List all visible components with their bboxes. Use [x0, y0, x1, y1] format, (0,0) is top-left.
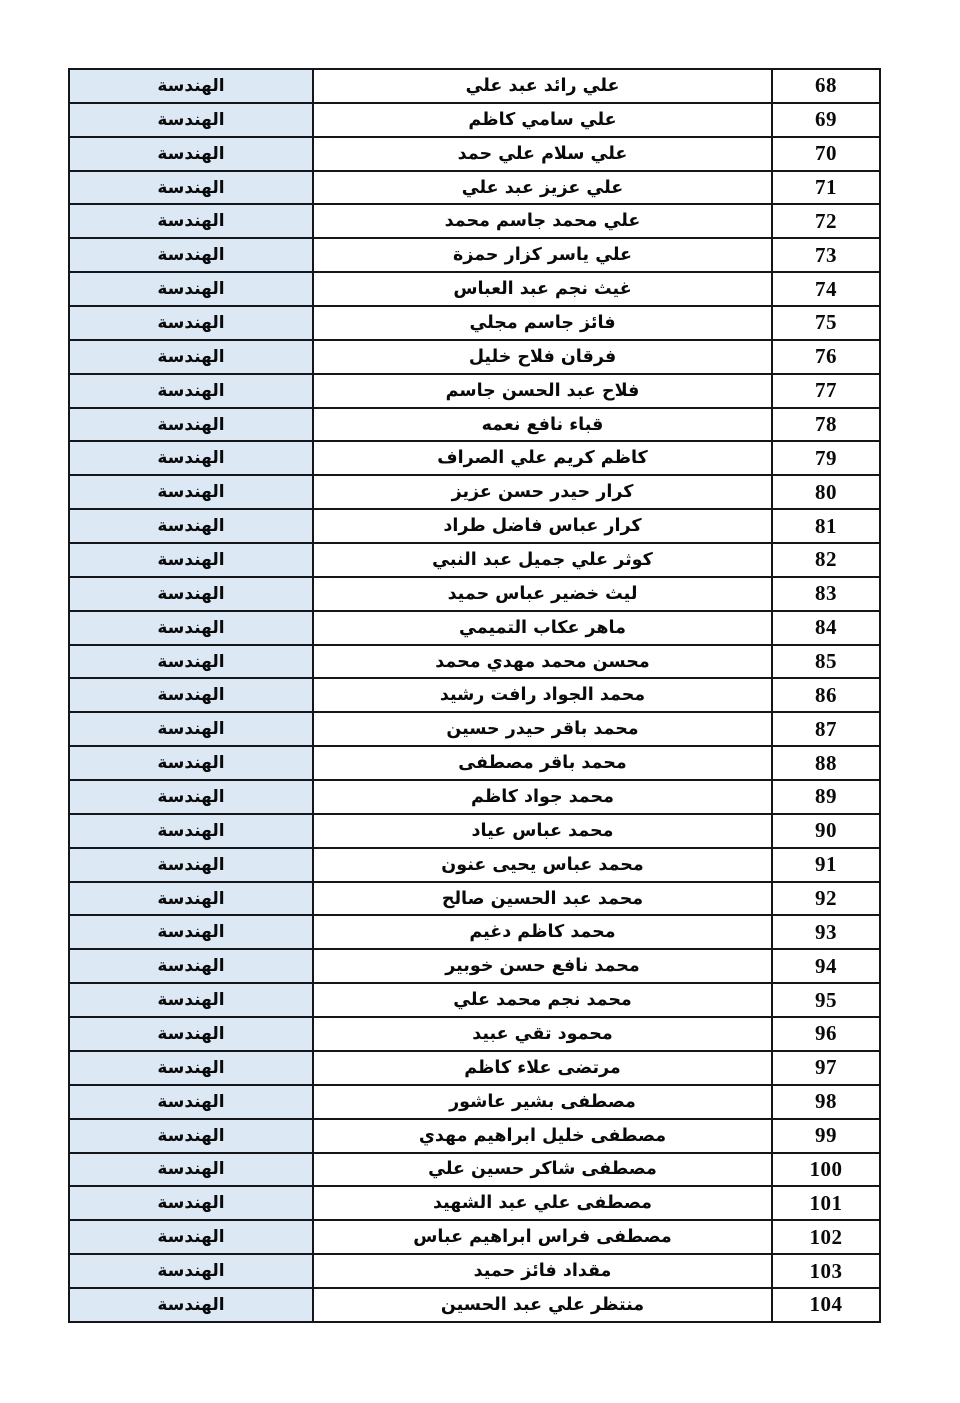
name-cell: محمود تقي عبيد: [313, 1017, 772, 1051]
department-cell: الهندسة: [69, 1220, 313, 1254]
name-cell: محمد باقر حيدر حسين: [313, 712, 772, 746]
name-cell: محمد نجم محمد علي: [313, 983, 772, 1017]
department-cell: الهندسة: [69, 509, 313, 543]
table-row: [69, 1254, 880, 1288]
table-row: [69, 204, 880, 238]
department-cell: الهندسة: [69, 645, 313, 679]
number-cell: 75: [772, 306, 880, 340]
number-cell: 77: [772, 374, 880, 408]
name-cell: محمد عبد الحسين صالح: [313, 882, 772, 916]
number-cell: 104: [772, 1288, 880, 1322]
department-cell: الهندسة: [69, 272, 313, 306]
department-cell: الهندسة: [69, 1017, 313, 1051]
name-cell: فلاح عبد الحسن جاسم: [313, 374, 772, 408]
department-cell: الهندسة: [69, 848, 313, 882]
number-cell: 69: [772, 103, 880, 137]
name-cell: محمد كاظم دغيم: [313, 915, 772, 949]
department-cell: الهندسة: [69, 712, 313, 746]
table-row: [69, 475, 880, 509]
table-row: [69, 171, 880, 205]
department-cell: الهندسة: [69, 306, 313, 340]
number-cell: 74: [772, 272, 880, 306]
table-row: [69, 611, 880, 645]
name-cell: محمد عباس عياد: [313, 814, 772, 848]
table-row: [69, 1119, 880, 1153]
number-cell: 97: [772, 1051, 880, 1085]
number-cell: 99: [772, 1119, 880, 1153]
table-row: [69, 137, 880, 171]
name-cell: منتظر علي عبد الحسين: [313, 1288, 772, 1322]
number-cell: 94: [772, 949, 880, 983]
number-cell: 79: [772, 441, 880, 475]
department-cell: الهندسة: [69, 238, 313, 272]
table-row: [69, 577, 880, 611]
table-row: [69, 882, 880, 916]
roster-table-body: [69, 69, 880, 1322]
number-cell: 101: [772, 1186, 880, 1220]
table-row: [69, 712, 880, 746]
number-cell: 102: [772, 1220, 880, 1254]
name-cell: علي سلام علي حمد: [313, 137, 772, 171]
department-cell: الهندسة: [69, 1153, 313, 1187]
name-cell: علي محمد جاسم محمد: [313, 204, 772, 238]
department-cell: الهندسة: [69, 949, 313, 983]
table-row: [69, 340, 880, 374]
department-cell: الهندسة: [69, 780, 313, 814]
number-cell: 90: [772, 814, 880, 848]
number-cell: 80: [772, 475, 880, 509]
name-cell: مصطفى علي عبد الشهيد: [313, 1186, 772, 1220]
department-cell: الهندسة: [69, 543, 313, 577]
department-cell: الهندسة: [69, 678, 313, 712]
name-cell: محمد نافع حسن خوبير: [313, 949, 772, 983]
table-row: [69, 814, 880, 848]
department-cell: الهندسة: [69, 983, 313, 1017]
department-cell: الهندسة: [69, 69, 313, 103]
name-cell: كرار عباس فاضل طراد: [313, 509, 772, 543]
name-cell: محسن محمد مهدي محمد: [313, 645, 772, 679]
name-cell: مصطفى شاكر حسين علي: [313, 1153, 772, 1187]
department-cell: الهندسة: [69, 814, 313, 848]
name-cell: علي ياسر كزار حمزة: [313, 238, 772, 272]
table-row: [69, 1186, 880, 1220]
department-cell: الهندسة: [69, 171, 313, 205]
table-row: [69, 306, 880, 340]
table-row: [69, 408, 880, 442]
department-cell: الهندسة: [69, 137, 313, 171]
table-row: [69, 645, 880, 679]
number-cell: 88: [772, 746, 880, 780]
number-cell: 86: [772, 678, 880, 712]
number-cell: 71: [772, 171, 880, 205]
table-row: [69, 1017, 880, 1051]
name-cell: علي سامي كاظم: [313, 103, 772, 137]
number-cell: 93: [772, 915, 880, 949]
number-cell: 92: [772, 882, 880, 916]
name-cell: مقداد فائز حميد: [313, 1254, 772, 1288]
table-row: [69, 848, 880, 882]
number-cell: 91: [772, 848, 880, 882]
name-cell: محمد الجواد رافت رشيد: [313, 678, 772, 712]
name-cell: ليث خضير عباس حميد: [313, 577, 772, 611]
number-cell: 70: [772, 137, 880, 171]
table-row: [69, 983, 880, 1017]
name-cell: كوثر علي جميل عبد النبي: [313, 543, 772, 577]
name-cell: قباء نافع نعمه: [313, 408, 772, 442]
name-cell: محمد عباس يحيى عنون: [313, 848, 772, 882]
number-cell: 76: [772, 340, 880, 374]
table-row: [69, 678, 880, 712]
department-cell: الهندسة: [69, 1051, 313, 1085]
table-row: [69, 915, 880, 949]
roster-table: [68, 68, 881, 1323]
number-cell: 72: [772, 204, 880, 238]
number-cell: 87: [772, 712, 880, 746]
number-cell: 100: [772, 1153, 880, 1187]
name-cell: ماهر عكاب التميمي: [313, 611, 772, 645]
table-row: [69, 441, 880, 475]
number-cell: 84: [772, 611, 880, 645]
table-row: [69, 103, 880, 137]
table-row: [69, 1288, 880, 1322]
number-cell: 96: [772, 1017, 880, 1051]
name-cell: مصطفى بشير عاشور: [313, 1085, 772, 1119]
table-row: [69, 1085, 880, 1119]
table-row: [69, 272, 880, 306]
name-cell: محمد باقر مصطفى: [313, 746, 772, 780]
department-cell: الهندسة: [69, 611, 313, 645]
name-cell: علي عزيز عبد علي: [313, 171, 772, 205]
number-cell: 81: [772, 509, 880, 543]
department-cell: الهندسة: [69, 746, 313, 780]
name-cell: مصطفى خليل ابراهيم مهدي: [313, 1119, 772, 1153]
department-cell: الهندسة: [69, 1119, 313, 1153]
number-cell: 89: [772, 780, 880, 814]
department-cell: الهندسة: [69, 1085, 313, 1119]
department-cell: الهندسة: [69, 340, 313, 374]
table-row: [69, 509, 880, 543]
name-cell: كاظم كريم علي الصراف: [313, 441, 772, 475]
department-cell: الهندسة: [69, 408, 313, 442]
table-row: [69, 238, 880, 272]
department-cell: الهندسة: [69, 915, 313, 949]
number-cell: 98: [772, 1085, 880, 1119]
department-cell: الهندسة: [69, 1288, 313, 1322]
name-cell: غيث نجم عبد العباس: [313, 272, 772, 306]
name-cell: محمد جواد كاظم: [313, 780, 772, 814]
name-cell: علي رائد عبد علي: [313, 69, 772, 103]
table-row: [69, 1220, 880, 1254]
number-cell: 73: [772, 238, 880, 272]
table-row: [69, 1051, 880, 1085]
department-cell: الهندسة: [69, 1186, 313, 1220]
number-cell: 85: [772, 645, 880, 679]
name-cell: مرتضى علاء كاظم: [313, 1051, 772, 1085]
department-cell: الهندسة: [69, 441, 313, 475]
number-cell: 68: [772, 69, 880, 103]
table-row: [69, 949, 880, 983]
table-row: [69, 780, 880, 814]
table-row: [69, 374, 880, 408]
number-cell: 95: [772, 983, 880, 1017]
department-cell: الهندسة: [69, 475, 313, 509]
name-cell: كرار حيدر حسن عزيز: [313, 475, 772, 509]
number-cell: 103: [772, 1254, 880, 1288]
department-cell: الهندسة: [69, 1254, 313, 1288]
table-row: [69, 746, 880, 780]
name-cell: فائز جاسم مجلي: [313, 306, 772, 340]
table-row: [69, 1153, 880, 1187]
department-cell: الهندسة: [69, 103, 313, 137]
table-row: [69, 69, 880, 103]
name-cell: مصطفى فراس ابراهيم عباس: [313, 1220, 772, 1254]
name-cell: فرقان فلاح خليل: [313, 340, 772, 374]
number-cell: 83: [772, 577, 880, 611]
department-cell: الهندسة: [69, 204, 313, 238]
department-cell: الهندسة: [69, 374, 313, 408]
department-cell: الهندسة: [69, 577, 313, 611]
table-row: [69, 543, 880, 577]
number-cell: 82: [772, 543, 880, 577]
number-cell: 78: [772, 408, 880, 442]
department-cell: الهندسة: [69, 882, 313, 916]
